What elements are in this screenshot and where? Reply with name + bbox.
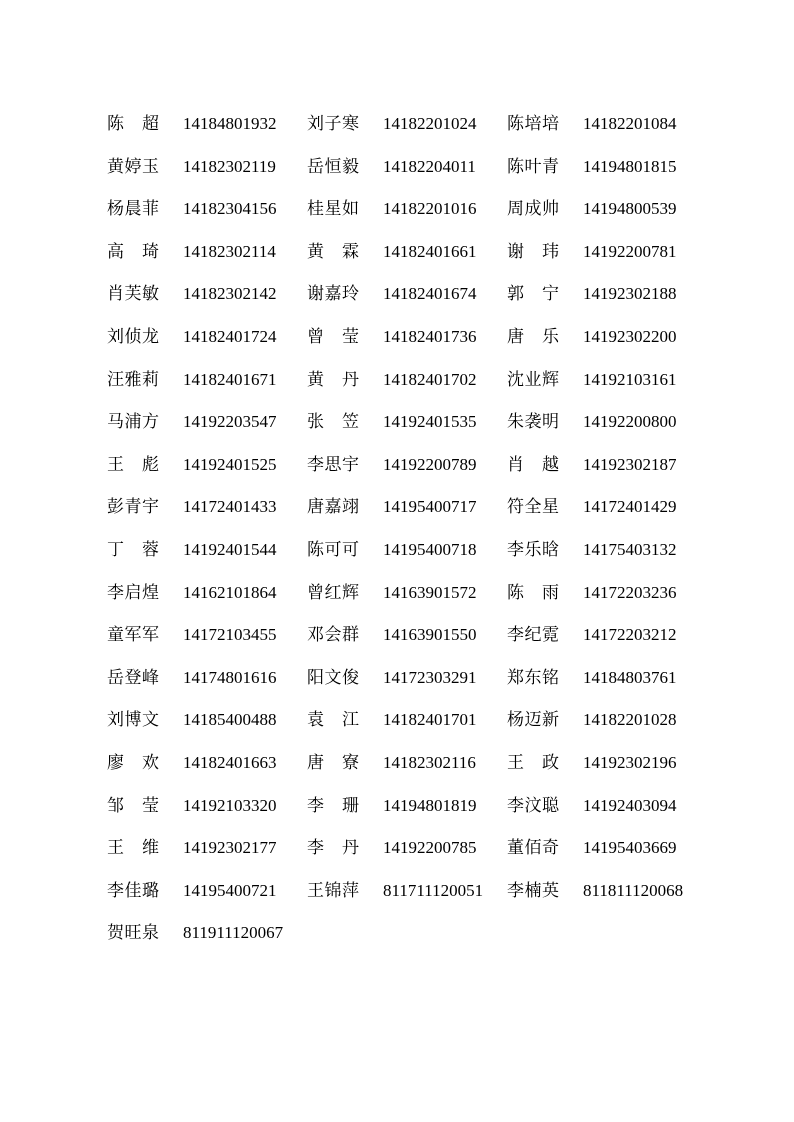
student-id: 14172203236 [583, 582, 677, 602]
person-name: 张 笠 [307, 412, 360, 433]
student-id: 14192302177 [183, 838, 277, 858]
student-id: 14182201084 [583, 114, 677, 133]
roster-row [107, 664, 747, 707]
student-id: 811711120051 [383, 880, 484, 900]
student-id: 14182302119 [183, 156, 276, 176]
person-name: 童军军 [107, 625, 160, 646]
student-id: 14182401661 [383, 241, 477, 261]
student-id: 14182401724 [183, 326, 277, 346]
person-name: 岳恒毅 [307, 156, 360, 177]
roster-row [107, 238, 747, 281]
person-name: 王 政 [507, 752, 560, 773]
student-id: 14182401701 [383, 710, 477, 730]
student-id: 14172401429 [583, 497, 677, 517]
roster-row [107, 451, 747, 494]
person-name: 王 彪 [107, 454, 160, 475]
student-id: 14192203547 [183, 412, 277, 432]
person-name: 邓会群 [307, 625, 360, 646]
student-id: 811811120068 [583, 880, 684, 900]
student-id: 14195400717 [383, 497, 477, 517]
person-name: 陈叶青 [507, 156, 560, 177]
person-name: 李佳璐 [107, 880, 160, 901]
roster-row [107, 493, 747, 536]
roster-row [107, 366, 747, 409]
person-name: 丁 蓉 [107, 539, 160, 560]
student-id: 14195400718 [383, 539, 477, 559]
student-id: 14182302116 [383, 752, 476, 772]
student-id: 14172401433 [183, 497, 277, 517]
student-id: 14174801616 [183, 667, 277, 687]
person-name: 贺旺泉 [107, 923, 160, 944]
roster-row [107, 110, 747, 153]
person-name: 陈可可 [307, 539, 360, 560]
person-name: 李思宇 [307, 454, 360, 475]
roster-row [107, 919, 747, 962]
person-name: 杨迈新 [507, 710, 560, 731]
student-id: 14195400721 [183, 880, 277, 900]
student-id: 14182201028 [583, 710, 677, 730]
roster-row [107, 621, 747, 664]
student-id: 14182401736 [383, 326, 477, 346]
person-name: 曾红辉 [307, 582, 360, 603]
person-name: 黄 霖 [307, 241, 360, 262]
student-id: 14192103161 [583, 369, 677, 389]
student-id: 14182302114 [183, 241, 276, 261]
person-name: 李纪霓 [507, 625, 560, 646]
person-name: 符全星 [507, 497, 560, 518]
person-name: 李楠英 [507, 880, 560, 901]
student-id: 14162101864 [183, 582, 277, 602]
roster-row [107, 834, 747, 877]
person-name: 李乐晗 [507, 539, 560, 560]
person-name: 王 维 [107, 838, 160, 859]
student-id: 14182304156 [183, 199, 277, 219]
roster-row [107, 792, 747, 835]
person-name: 阳文俊 [307, 667, 360, 688]
student-id: 14192302188 [583, 284, 677, 304]
student-id: 14172303291 [383, 667, 477, 687]
person-name: 李 丹 [307, 838, 360, 859]
person-name: 黄婷玉 [107, 156, 160, 177]
student-id: 14182401702 [383, 369, 477, 389]
person-name: 廖 欢 [107, 752, 160, 773]
person-name: 谢 玮 [507, 241, 560, 262]
person-name: 黄 丹 [307, 369, 360, 390]
student-id: 14182401663 [183, 752, 277, 772]
person-name: 肖 越 [507, 454, 560, 475]
student-id: 14192401535 [383, 412, 477, 432]
student-id: 14182401674 [383, 284, 477, 304]
person-name: 马浦方 [107, 412, 160, 433]
roster-row [107, 749, 747, 792]
person-name: 沈业辉 [507, 369, 560, 390]
person-name: 岳登峰 [107, 667, 160, 688]
person-name: 周成帅 [507, 199, 560, 220]
person-name: 唐 寮 [307, 752, 360, 773]
student-id: 14184803761 [583, 667, 677, 687]
roster-row [107, 408, 747, 451]
person-name: 谢嘉玲 [307, 284, 360, 305]
person-name: 唐嘉翊 [307, 497, 360, 518]
person-name: 郭 宁 [507, 284, 560, 305]
name-id-roster [107, 110, 747, 962]
student-id: 14192302196 [583, 752, 677, 772]
roster-row [107, 195, 747, 238]
student-id: 14192200785 [383, 838, 477, 858]
student-id: 14192302200 [583, 326, 677, 346]
roster-row [107, 579, 747, 622]
person-name: 曾 莹 [307, 326, 360, 347]
person-name: 王锦萍 [307, 880, 360, 901]
student-id: 14182302142 [183, 284, 277, 304]
student-id: 14192401525 [183, 454, 277, 474]
student-id: 14192103320 [183, 795, 277, 815]
person-name: 桂星如 [307, 199, 360, 220]
student-id: 14194800539 [583, 199, 677, 219]
person-name: 唐 乐 [507, 326, 560, 347]
roster-row [107, 153, 747, 196]
student-id: 14192302187 [583, 454, 677, 474]
person-name: 杨晨菲 [107, 199, 160, 220]
student-id: 14192403094 [583, 795, 677, 815]
person-name: 陈 超 [107, 114, 160, 134]
person-name: 李 珊 [307, 795, 360, 816]
student-id: 14194801819 [383, 795, 477, 815]
person-name: 袁 江 [307, 710, 360, 731]
roster-row [107, 877, 747, 920]
person-name: 李汶聪 [507, 795, 560, 816]
student-id: 14163901550 [383, 625, 477, 645]
student-id: 14185400488 [183, 710, 277, 730]
person-name: 邹 莹 [107, 795, 160, 816]
person-name: 陈 雨 [507, 582, 560, 603]
person-name: 朱袭明 [507, 412, 560, 433]
person-name: 刘博文 [107, 710, 160, 731]
person-name: 李启煌 [107, 582, 160, 603]
person-name: 刘子寒 [307, 114, 360, 134]
student-id: 14182201024 [383, 114, 477, 133]
student-id: 14182201016 [383, 199, 477, 219]
roster-row [107, 536, 747, 579]
person-name: 彭青宇 [107, 497, 160, 518]
student-id: 14192200789 [383, 454, 477, 474]
student-id: 14163901572 [383, 582, 477, 602]
person-name: 陈培培 [507, 114, 560, 134]
person-name: 郑东铭 [507, 667, 560, 688]
person-name: 董佰奇 [507, 838, 560, 859]
student-id: 14172203212 [583, 625, 677, 645]
person-name: 刘侦龙 [107, 326, 160, 347]
student-id: 14172103455 [183, 625, 277, 645]
roster-row [107, 280, 747, 323]
person-name: 高 琦 [107, 241, 160, 262]
student-id: 14192401544 [183, 539, 277, 559]
roster-row [107, 323, 747, 366]
student-id: 14192200781 [583, 241, 677, 261]
student-id: 14184801932 [183, 114, 277, 133]
student-id: 811911120067 [183, 923, 284, 943]
student-id: 14182401671 [183, 369, 277, 389]
student-id: 14192200800 [583, 412, 677, 432]
person-name: 汪雅莉 [107, 369, 160, 390]
student-id: 14195403669 [583, 838, 677, 858]
person-name: 肖芙敏 [107, 284, 160, 305]
roster-row [107, 706, 747, 749]
student-id: 14194801815 [583, 156, 677, 176]
student-id: 14182204011 [383, 156, 476, 176]
student-id: 14175403132 [583, 539, 677, 559]
